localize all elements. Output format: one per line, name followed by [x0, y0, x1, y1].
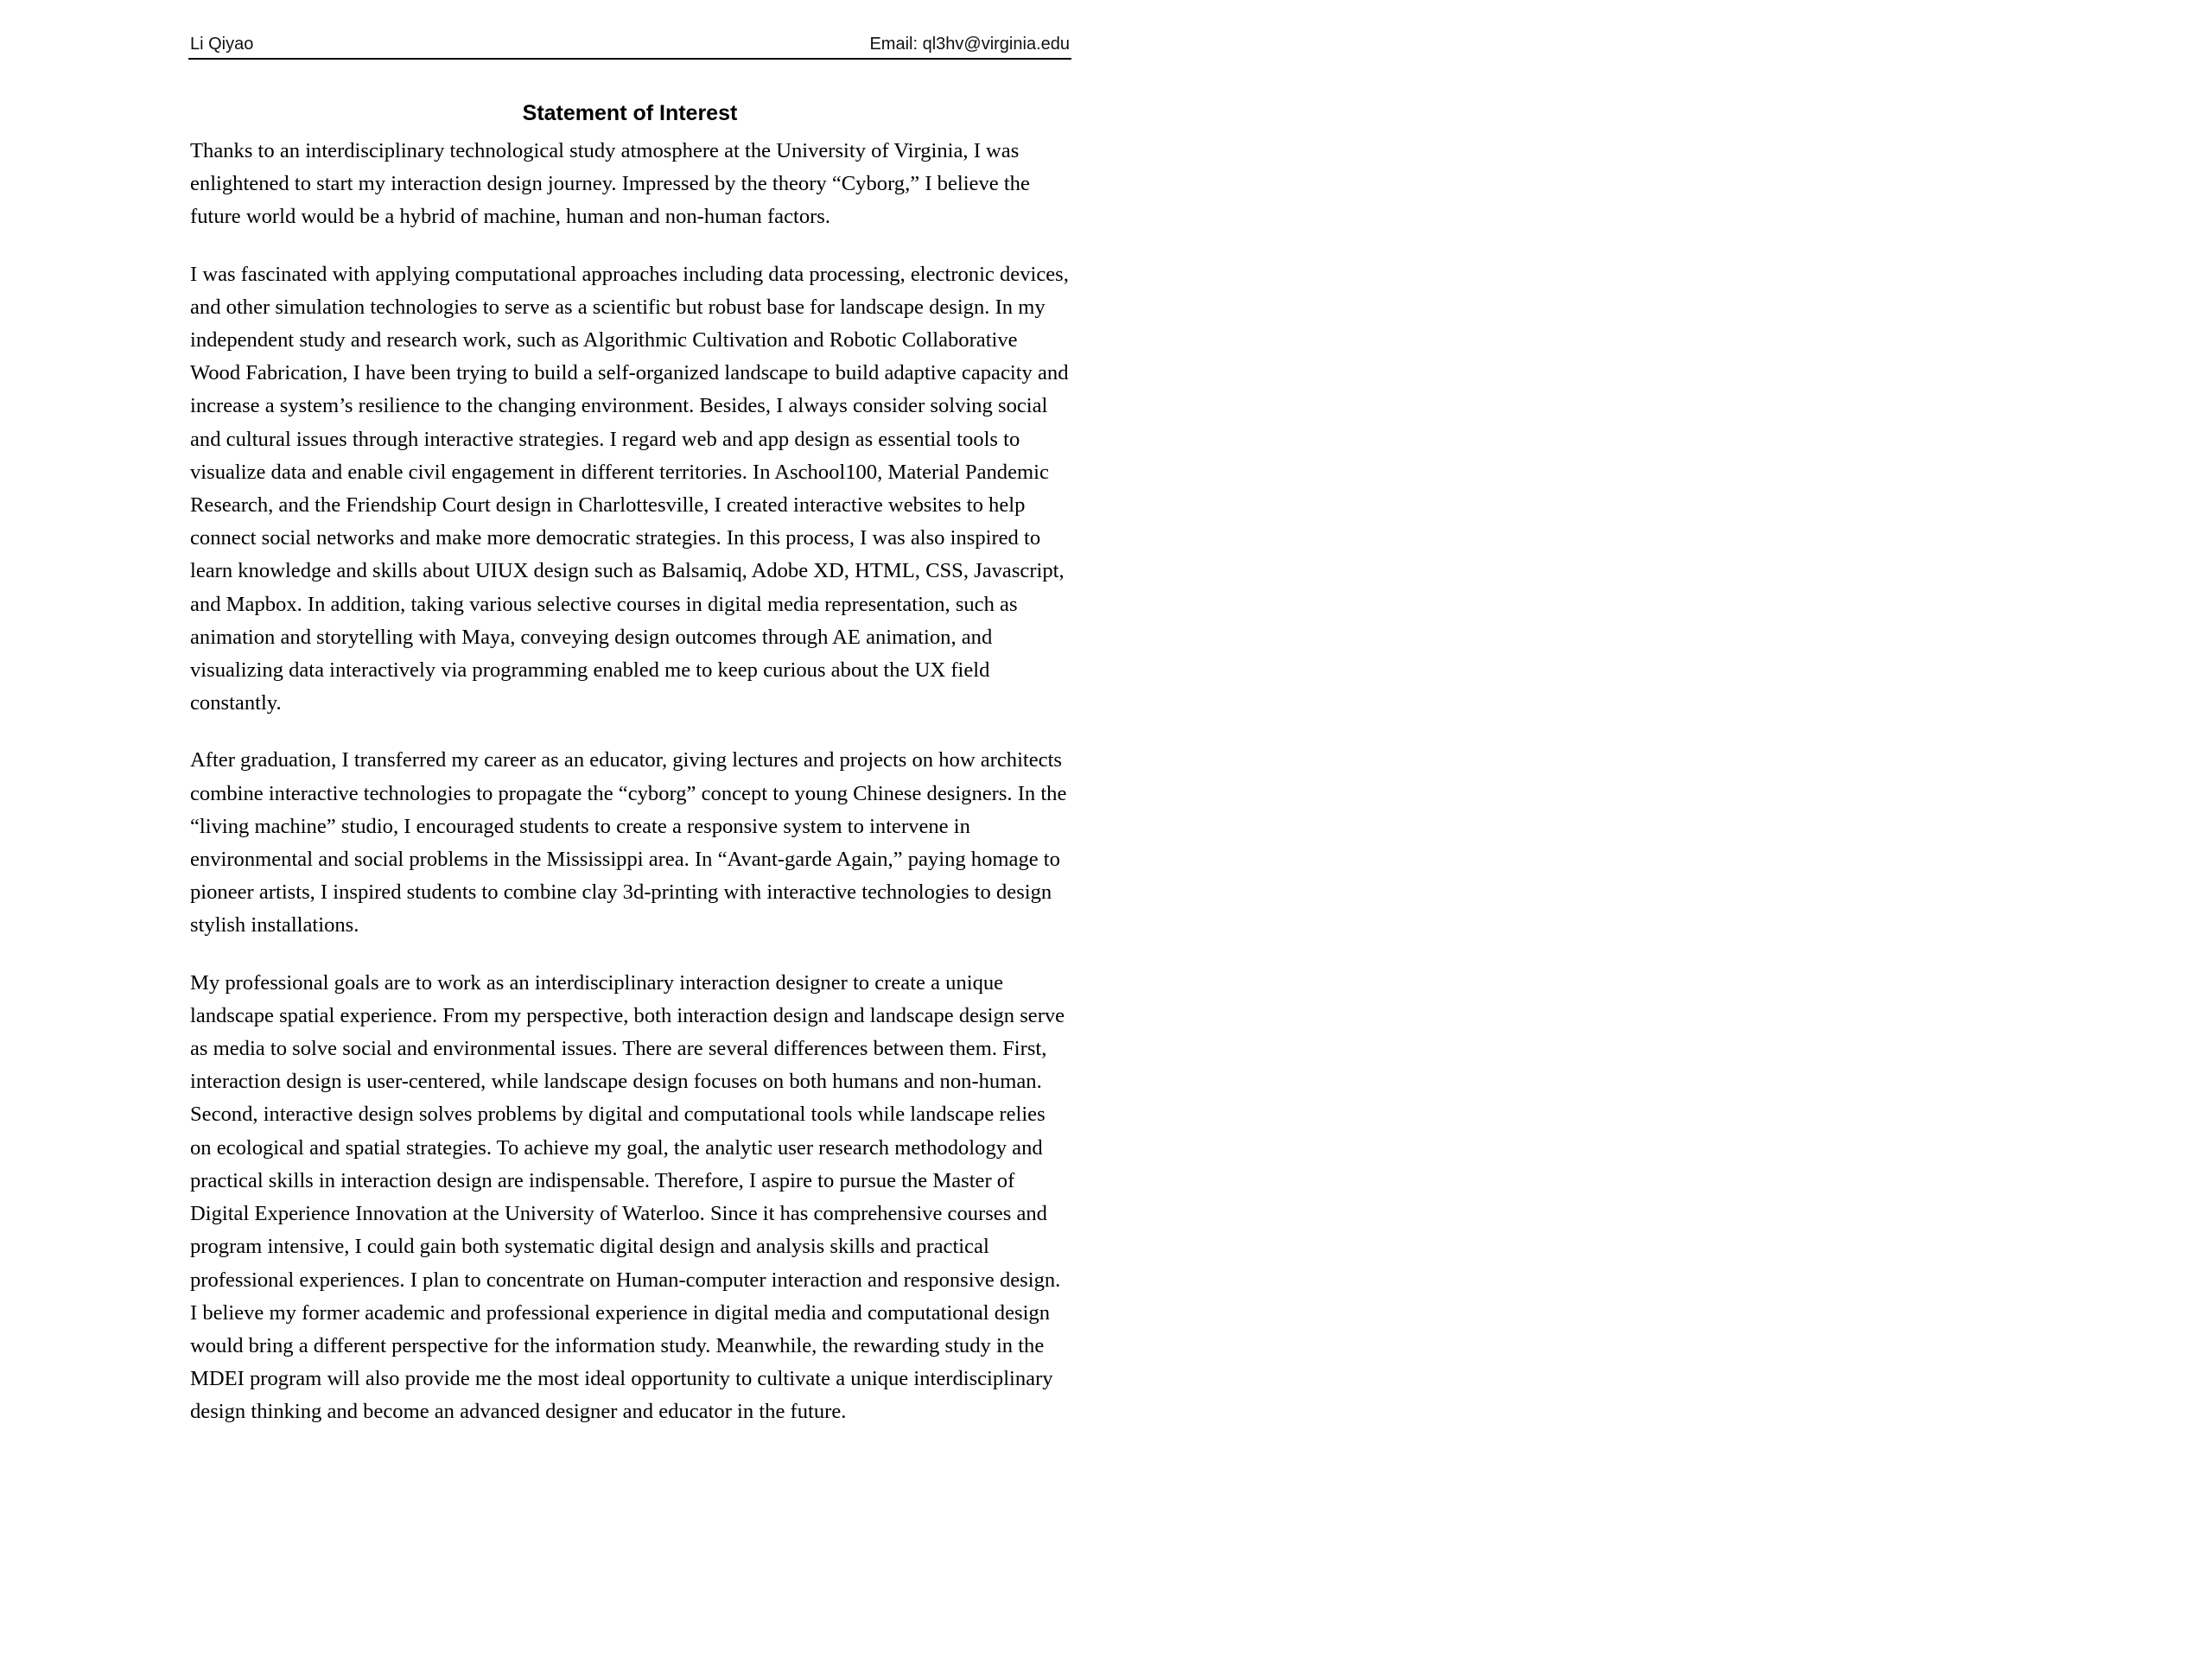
paragraph-4: My professional goals are to work as an interdisciplinary interaction designer to create a unique landscape spatial experience. From my perspective, both interaction design and landscape design serve as media to solve social and environmental issues. There are several differences between them. First, interaction design is user-centered, while landscape design focuses on both humans and non-human. Second, interactive design solves problems by digital and computational tools while landscape relies on ecological and spatial strategies. To achieve my goal, the analytic user research methodology and practical skills in interaction design are indispensable. Therefore, I aspire to pursue the Master of Digital Experience Innovation at the University of Waterloo. Since it has comprehensive courses and program intensive, I could gain both systematic digital design and analysis skills and practical professional experiences. I plan to concentrate on Human-computer interaction and responsive design. I believe my former academic and professional experience in digital media and computational design would bring a different perspective for the information study. Meanwhile, the rewarding study in the MDEI program will also provide me the most ideal opportunity to cultivate a unique interdisciplinary design thinking and become an advanced designer and educator in the future. — [190, 970, 1065, 1424]
author-email: Email: ql3hv@virginia.edu — [869, 35, 1070, 54]
document-body — [188, 135, 1071, 1429]
paragraph-1: Thanks to an interdisciplinary technological study atmosphere at the University of Virginia, I was enlightened to start my interaction design journey. Impressed by the theory “Cyborg,” I believe the future world would be a hybrid of machine, human and non-human factors. — [190, 139, 1030, 229]
author-name: Li Qiyao — [190, 35, 254, 54]
document-title: Statement of Interest — [522, 101, 738, 125]
page-header — [188, 35, 1071, 60]
paragraph-2: I was fascinated with applying computational approaches including data processing, electronic devices, and other simulation technologies to serve as a scientific but robust base for landscape design. In my independent study and research work, such as Algorithmic Cultivation and Robotic Collaborative Wood Fabrication, I have been trying to build a self-organized landscape to build adaptive capacity and increase a system’s resilience to the changing environment. Besides, I always consider solving social and cultural issues through interactive strategies. I regard web and app design as essential tools to visualize data and enable civil engagement in different territories. In Aschool100, Material Pandemic Research, and the Friendship Court design in Charlottesville, I created interactive websites to help connect social networks and make more democratic strategies. In this process, I was also inspired to learn knowledge and skills about UIUX design such as Balsamiq, Adobe XD, HTML, CSS, Javascript, and Mapbox. In addition, taking various selective courses in digital media representation, such as animation and storytelling with Maya, conveying design outcomes through AE animation, and visualizing data interactively via programming enabled me to keep curious about the UX field constantly. — [190, 262, 1069, 715]
document-page — [188, 35, 1071, 1453]
paragraph-3: After graduation, I transferred my career as an educator, giving lectures and projects on how architects combine interactive technologies to propagate the “cyborg” concept to young Chinese designers. In the “living machine” studio, I encouraged students to create a responsive system to intervene in environmental and social problems in the Mississippi area. In “Avant-garde Again,” paying homage to pioneer artists, I inspired students to combine clay 3d-printing with interactive technologies to design stylish installations. — [190, 748, 1067, 938]
